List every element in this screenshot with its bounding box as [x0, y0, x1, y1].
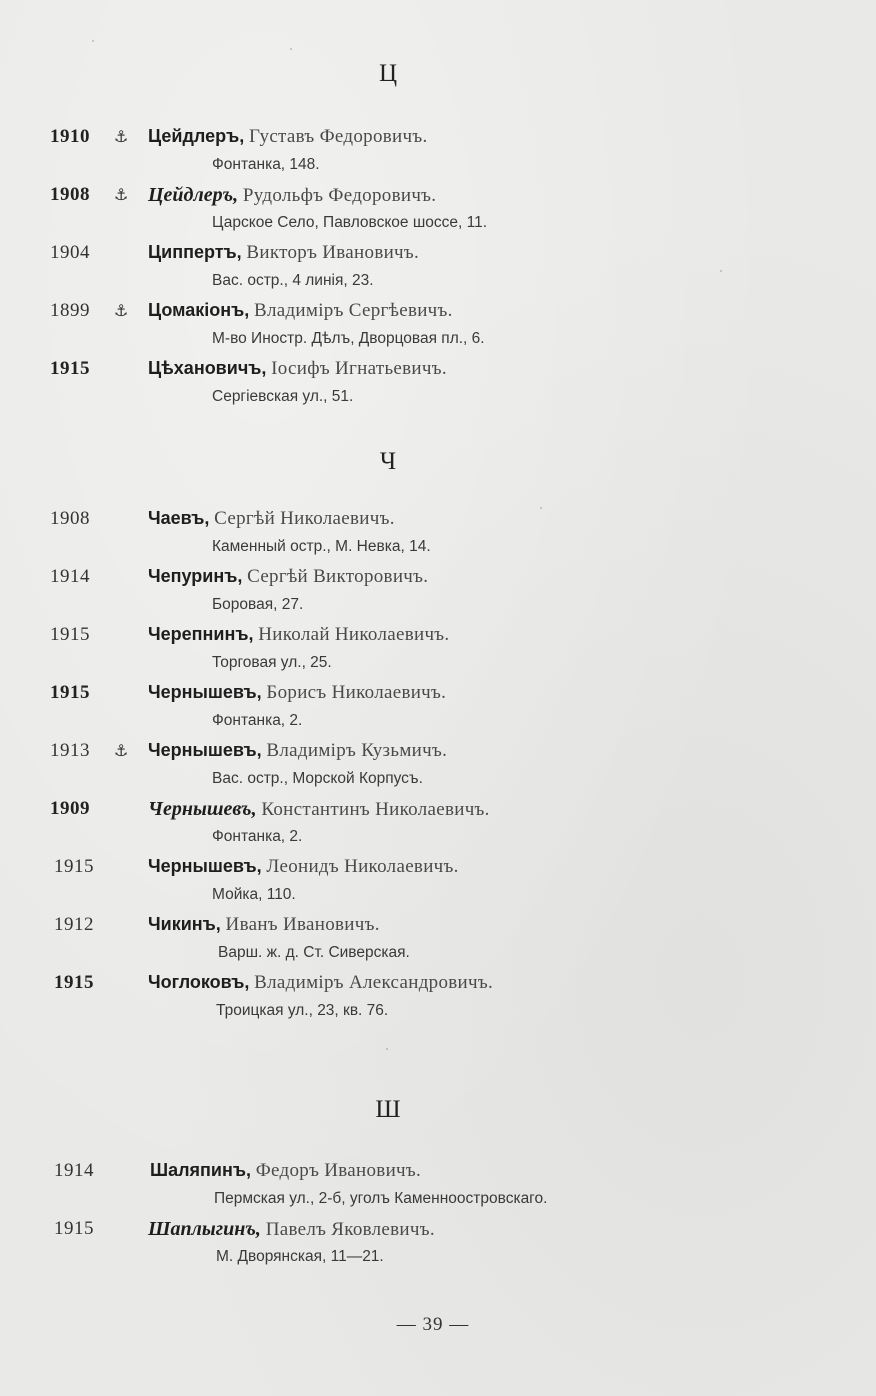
- directory-entry: [0, 242, 876, 300]
- paper-speck: [540, 507, 542, 509]
- directory-entry: [0, 798, 876, 856]
- entry-year: 1908: [50, 508, 90, 529]
- directory-entry: [0, 682, 876, 740]
- anchor-icon: ⚓: [114, 741, 129, 760]
- directory-entry: [0, 184, 876, 242]
- entry-name: [148, 358, 447, 380]
- entry-year: 1914: [54, 1160, 94, 1181]
- entry-year: 1915: [54, 856, 94, 877]
- entry-address: Фонтанка, 148.: [212, 156, 320, 173]
- entry-given-name: Павелъ Яковлевичъ.: [265, 1219, 435, 1240]
- entry-year: 1910: [50, 126, 90, 147]
- entry-address: Варш. ж. д. Ст. Сиверская.: [218, 944, 410, 961]
- entry-surname: Шаляпинъ,: [150, 1160, 251, 1180]
- entry-year: 1915: [50, 682, 90, 703]
- section-letter-ch: Ч: [379, 448, 397, 475]
- entry-surname: Чернышевъ,: [148, 856, 262, 876]
- entry-given-name: Сергѣй Николаевичъ.: [214, 508, 395, 529]
- directory-entry: [0, 358, 876, 416]
- entry-surname: Чаевъ,: [148, 508, 210, 528]
- entry-surname: Чикинъ,: [148, 914, 221, 934]
- directory-entry: [0, 566, 876, 624]
- entry-address: Мойка, 110.: [212, 886, 296, 903]
- entry-given-name: Рудольфъ Федоровичъ.: [242, 185, 437, 206]
- entry-name: [148, 914, 380, 936]
- entry-year: 1913: [50, 740, 90, 761]
- paper-speck: [720, 270, 722, 272]
- paper-speck: [92, 40, 94, 42]
- entry-address: Троицкая ул., 23, кв. 76.: [216, 1002, 389, 1019]
- entry-name: [148, 508, 395, 530]
- directory-entry: [0, 972, 876, 1030]
- section-letter-sh: Ш: [375, 1096, 401, 1123]
- entry-surname: Чоглоковъ,: [148, 972, 250, 992]
- directory-entry: [0, 624, 876, 682]
- entry-surname: Чернышевъ,: [148, 740, 262, 760]
- entry-surname: Черепнинъ,: [148, 624, 254, 644]
- entry-surname: Чернышевъ,: [148, 682, 262, 702]
- entry-given-name: Владиміръ Александровичъ.: [254, 972, 494, 993]
- entry-surname: Цейдлеръ,: [148, 184, 239, 206]
- entry-name: [148, 184, 436, 207]
- entry-address: Фонтанка, 2.: [212, 712, 303, 729]
- entry-name: [148, 126, 428, 148]
- entry-name: [148, 624, 449, 646]
- entry-given-name: Леонидъ Николаевичъ.: [266, 856, 459, 877]
- entry-given-name: Владиміръ Кузьмичъ.: [266, 740, 448, 761]
- directory-entry: [0, 126, 876, 184]
- entry-year: 1904: [50, 242, 90, 263]
- entry-year: 1914: [50, 566, 90, 587]
- entry-address: Пермская ул., 2-б, уголъ Каменноостровскаго.: [214, 1190, 548, 1207]
- entry-name: [148, 856, 459, 878]
- entry-year: 1899: [50, 300, 90, 321]
- entry-name: [148, 682, 446, 704]
- paper-speck: [386, 1048, 388, 1050]
- entry-address: Вас. остр., Морской Корпусъ.: [212, 770, 423, 787]
- entry-given-name: Густавъ Федоровичъ.: [248, 126, 428, 147]
- page-number: — 39 —: [396, 1314, 470, 1335]
- entry-name: [148, 798, 490, 821]
- entry-surname: Цѣхановичъ,: [148, 358, 267, 378]
- anchor-icon: ⚓: [114, 127, 129, 146]
- entry-given-name: Іосифъ Игнатьевичъ.: [271, 358, 447, 379]
- entry-year: 1915: [50, 358, 90, 379]
- directory-entry: [0, 856, 876, 914]
- anchor-icon: ⚓: [114, 185, 129, 204]
- entry-surname: Цейдлеръ,: [148, 126, 245, 146]
- entry-given-name: Константинъ Николаевичъ.: [261, 799, 490, 820]
- entry-surname: Чепуринъ,: [148, 566, 243, 586]
- entry-given-name: Федоръ Ивановичъ.: [255, 1160, 422, 1181]
- entry-address: Царское Село, Павловское шоссе, 11.: [212, 214, 488, 231]
- entry-surname: Циппертъ,: [148, 242, 242, 262]
- directory-entry: [0, 300, 876, 358]
- entry-name: [148, 740, 447, 762]
- entry-year: 1915: [54, 972, 94, 993]
- entry-given-name: Николай Николаевичъ.: [258, 624, 450, 645]
- entry-name: [148, 566, 428, 588]
- entry-address: Сергіевская ул., 51.: [212, 388, 354, 405]
- entry-given-name: Владиміръ Сергѣевичъ.: [253, 300, 453, 321]
- paper-speck: [290, 48, 292, 50]
- entry-year: 1909: [50, 798, 90, 819]
- directory-entry: [0, 508, 876, 566]
- directory-entry: [0, 1160, 876, 1218]
- entry-given-name: Сергѣй Викторовичъ.: [247, 566, 429, 587]
- entry-surname: Шаплыгинъ,: [148, 1218, 261, 1240]
- entry-address: Вас. остр., 4 линія, 23.: [212, 272, 374, 289]
- entry-given-name: Иванъ Ивановичъ.: [225, 914, 380, 935]
- section-letter-ts: Ц: [378, 60, 398, 87]
- entry-name: [148, 300, 453, 322]
- entry-given-name: Викторъ Ивановичъ.: [246, 242, 420, 263]
- entry-surname: Чернышевъ,: [148, 798, 257, 820]
- entry-address: Боровая, 27.: [212, 596, 304, 613]
- entry-name: [150, 1160, 421, 1182]
- entry-name: [148, 1218, 435, 1241]
- directory-entry: [0, 1218, 876, 1276]
- entry-surname: Цомакіонъ,: [148, 300, 250, 320]
- anchor-icon: ⚓: [114, 301, 129, 320]
- entry-year: 1915: [50, 624, 90, 645]
- directory-entry: [0, 740, 876, 798]
- entry-given-name: Борисъ Николаевичъ.: [266, 682, 447, 703]
- entry-year: 1908: [50, 184, 90, 205]
- directory-entry: [0, 914, 876, 972]
- entry-address: М. Дворянская, 11—21.: [216, 1248, 384, 1265]
- entry-address: Каменный остр., М. Невка, 14.: [212, 538, 431, 555]
- entry-address: Торговая ул., 25.: [212, 654, 332, 671]
- entry-year: 1915: [54, 1218, 94, 1239]
- entry-address: М-во Иностр. Дѣлъ, Дворцовая пл., 6.: [212, 330, 485, 347]
- entry-year: 1912: [54, 914, 94, 935]
- entry-name: [148, 242, 419, 264]
- entry-address: Фонтанка, 2.: [212, 828, 303, 845]
- entry-name: [148, 972, 493, 994]
